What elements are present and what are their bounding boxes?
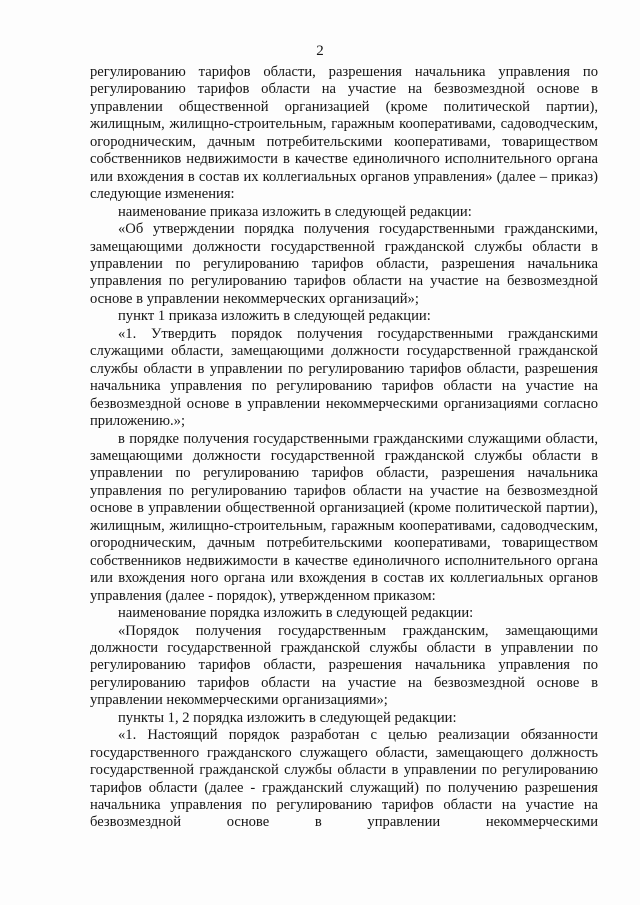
document-body — [90, 64, 598, 832]
paragraph: наименование приказа изложить в следующей редакции: — [118, 203, 472, 220]
paragraph: «Об утверждении порядка получения государственными гражданскими, замещающими должности государственной гражданской службы области в управлении по регулированию тарифов области, разрешения начальника управления по регулированию тарифов области на участие на безвозмездной основе в управлении некоммерческих организаций»; — [90, 221, 598, 307]
paragraph: пункты 1, 2 порядка изложить в следующей редакции: — [118, 709, 457, 726]
paragraph: наименование порядка изложить в следующей редакции: — [118, 605, 474, 622]
page-number: 2 — [316, 43, 324, 59]
paragraph: регулированию тарифов области, разрешения начальника управления по регулированию тарифов области на участие на безвозмездной основе в управлении общественной организацией (кроме политической партии), жилищным, жилищно-строительным, гаражным кооперативами, садоводческим, огородническим, дачным потребительскими кооперативами, товариществом собственников недвижимости в качестве единоличного исполнительного органа или вхождения в состав их коллегиальных органов управления» (далее – приказ) следующие изменения: — [90, 64, 598, 203]
paragraph: «1. Утвердить порядок получения государственными гражданскими служащими области, замещающими должности государственной гражданской службы области в управлении по регулированию тарифов области, разрешения начальника управления по регулированию тарифов области на участие на безвозмездной основе в управлении некоммерческими организациями согласно приложению.»; — [90, 325, 598, 430]
paragraph: пункт 1 приказа изложить в следующей редакции: — [118, 308, 431, 325]
paragraph: «1. Настоящий порядок разработан с целью реализации обязанности государственного гражданского служащего области, замещающего должность государственной гражданской службы области в управлении по регулированию тарифов области (далее - гражданский служащий) по получению разрешения начальника управления по регулированию тарифов области на участие на безвозмездной основе в управлении некоммерческими — [90, 727, 598, 831]
paragraph: «Порядок получения государственным гражданским, замещающими должности государственной гражданской службы области в управлении по регулированию тарифов области, разрешения начальника управления по регулированию тарифов области на участие на безвозмездной основе в управлении некоммерческими организациями»; — [90, 622, 598, 709]
paragraph: в порядке получения государственными гражданскими служащими области, замещающими должности государственной гражданской службы области в управлении по регулированию тарифов области, разрешения начальника управления по регулированию тарифов области на участие на безвозмездной основе в управлении общественной организацией (кроме политической партии), жилищным, жилищно-строительным, гаражным кооперативами, садоводческим, огородническим, дачным потребительскими кооперативами, товариществом собственников недвижимости в качестве единоличного исполнительного органа или вхождения ного органа или вхождения в состав их коллегиальных органов управления (далее - порядок), утвержденном приказом: — [90, 430, 598, 604]
